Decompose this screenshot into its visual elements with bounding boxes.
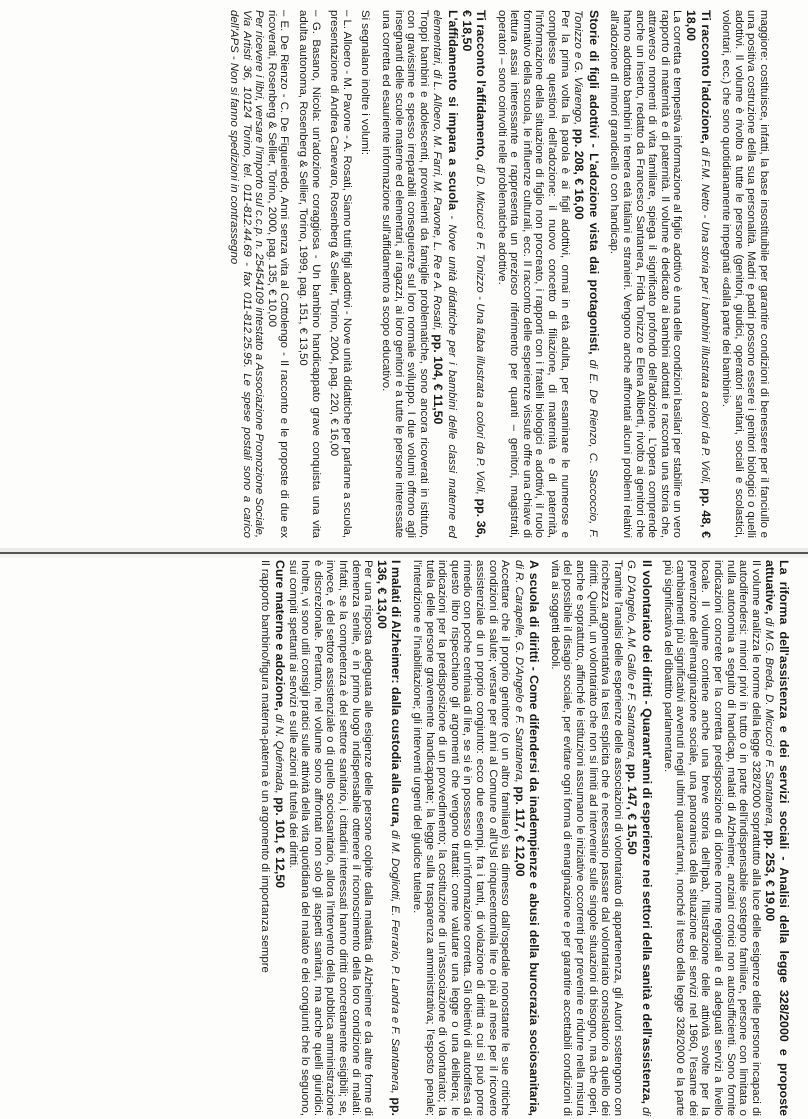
lower-text-column xyxy=(15,560,790,1116)
book-heading: Cure materne e adozione, di N. Quémada, pp. 101, € 12,50 xyxy=(273,560,288,889)
upper-text-column xyxy=(30,10,770,538)
ordering-note: Per ricevere i libri, versare l'importo sul c.c.p. n. 25454109 intestato a Associazione Promozione Sociale, Via Artisti 36, 10124 Torino, tel. 011-812.44.69 - fax 011-812.25.95. Le spese postali sono a carico dell'APS - Non si fanno spedizioni in contrassegno xyxy=(228,10,266,538)
intro-paragraph: maggiore: costituisce, infatti, la base insostituibile per garantire condizioni di benessere per il fanciullo e una positiva costruzione della sua personalità. Madri e padri possono essere i genitori biologici o quelli adottivi. Il volume è rivolto a tutte le persone (genitori, giudici, operatori sanitari, sociali e scolastici, volontari, ecc.) che sono quotidianamente impegnati «dalla parte dei bambini». xyxy=(720,10,770,538)
list-item: – G. Basano, Nicola: un'adozione coraggiosa - Un bambino handicappato grave conquista una vita adulta autonoma, Rosenberg & Sellier, Torino, 1999, pag. 151, € 13,50 xyxy=(297,10,322,538)
other-volumes-label: Si segnalano inoltre i volumi: xyxy=(359,10,372,155)
upper-page xyxy=(0,0,808,548)
book-heading: Ti racconto l'affidamento, di D. Micucci e F. Tonizzo - Una fiaba illustrata a colori da P. Violi, pp. 36, € 18,50 xyxy=(459,10,489,538)
page-fold-line xyxy=(0,552,808,554)
book-description: Accettare che il proprio genitore (o un altro familiare) sia dimesso dall'ospedale nonostante le sue critiche condizioni di salute; versare per anni al Comune o all'Usl cinquecentomila lire o più al mese per il ricovero assistenziale di un proprio congiunto: ecco due esempi, fra i tanti, di violazione di diritti a cui si può porre rimedio con poche centinaia di lire, se si è in possesso di un'informazione corretta. Gli obiettivi di autodifesa di questo libro rispecchiano gli argomenti che vengono trattati: come valutare una legge o una delibera; le indicazioni per la predisposizione di un provvedimento; la costituzione di un'associazione di volontariato; la tutela delle persone gravemente handicappate; la legge sulla trasparenza amministrativa; l'esposto penale; l'interdizione e l'inabilitazione; gli interventi urgenti del giudice tutelare. xyxy=(410,560,512,1116)
book-heading: I malati di Alzheimer: dalla custodia alla cura, di M. Dogliotti, E. Ferrario, P. Landra e F. Santanera, pp. 136, € 13,00 xyxy=(374,560,404,1116)
book-description: Troppi bambini e adolescenti, provenienti da famiglie problematiche, sono ancora ricoverati in istituto, con gravissime e spesso irreparabili conseguenze sul loro normale sviluppo. I due volumi offrono agli insegnanti delle scuole materne ed elementari, ai ragazzi, ai loro genitori e a tutte le persone interessate una corretta ed esauriente informazione sull'affidamento a scopo educativo. xyxy=(379,10,430,538)
lower-page xyxy=(0,556,808,1119)
book-description: Il rapporto bambino/figura materna-paterna è un argomento di importanza sempre xyxy=(259,560,272,973)
book-description: Per una risposta adeguata alle esigenze delle persone colpite dalla malattia di Alzheimer e da altre forme di demenza senile, è in primo luogo indispensabile ottenere il riconoscimento della loro condizione di malati. Infatti, se la competenza è del settore sanitario, i cittadini interessati hanno diritti concretamente esigibili; se, invece, è del settore assistenziale o di quello sociosanitario, allora l'intervento della pubblica amministrazione è discrezionale. Pertanto, nel volume sono affrontati non solo gli aspetti sanitari, ma anche quelli giuridici. Inoltre, vi sono utili consigli pratici sulle attività della vita quotidiana del malato e dei congiunti che lo seguono, sui compiti spettanti ai servizi e sulle azioni di tutela dei diritti. xyxy=(286,560,375,1116)
other-volumes-list xyxy=(265,10,353,538)
book-description: Per la prima volta la parola è ai figli adottivi, ormai in età adulta, per esaminare le numerose e complesse questioni dell'adozione: il nuovo concetto di filiazione, di maternità e di paternità, l'informazione della situazione di figlio non procreato, i rapporti con i fratelli biologici e adottivi, il ruolo formativo della scuola, le influenze culturali, ecc. Il racconto delle esperienze vissute offre una chiave di lettura assai interessante e rappresenta un prezioso riferimento per quanti – genitori, magistrati, operatori – sono coinvolti nelle problematiche adottive. xyxy=(495,10,571,538)
book-description: Tramite l'analisi delle esperienze delle associazioni di volontariato di appartenenza, gli Autori sostengono con ricchezza argomentativa la tesi esplicita che è necessario passare dal volontariato consolatorio a quello dei diritti. Quindi, un volontariato che non si limiti ad intervenire sulle singole situazioni di bisogno, ma che operi, anche e soprattutto, affinché le istituzioni assumano le iniziative occorrenti per prevenire e ridurre nella misura del possibile il disagio sociale, per evitare ogni forma di emarginazione e per garantire accettabili condizioni di vita ai soggetti deboli. xyxy=(548,560,624,1116)
list-item: – L. Alloero - M. Pavone - A. Rosati, Siamo tutti figli adottivi - Nove unità didattiche per parlarne a scuola, presentazione di Andrea Canevaro, Rosenberg & Sellier, Torino, 2004, pag. 220, € 16,00 xyxy=(328,10,353,538)
book-description: La corretta e tempestiva informazione al figlio adottivo è una delle condizioni basilari per stabilire un vero rapporto di maternità e di paternità. Il volume è dedicato ai bambini adottati e racconta una storia che, attraverso momenti di vita familiare, spiega il significato profondo dell'adozione. L'opera comprende anche un inserto, redatto da Francesco Santanera, Frida Tonizzo e Elena Aliberti, rivolto ai genitori che hanno adottato bambini in tenera età italiani e stranieri. Vengono anche affrontati alcuni problemi relativi all'adozione di minori grandicelli o con handicap. xyxy=(608,10,684,538)
book-heading: Il volontariato dei diritti - Quarant'anni di esperienze nei settori della sanità e dell'assistenza, di G. D'Angelo, A.M. Gallo e F. Santanera, pp. 147, € 15,50 xyxy=(625,560,655,1117)
book-heading: L'affidamento si impara a scuola - Nove unità didattiche per i bambini delle classi materne ed elementari, di L. Alloero, M. Farri, M. Pavone, L. Re e A. Rosati, pp. 104, € 11,50 xyxy=(431,10,460,538)
book-description: Il volume analizza le norme della legge 328/2000 soprattutto alla luce delle esigenze delle persone incapaci di autodifendersi: minori privi in tutto o in parte dell'indispensabile sostegno familiare, persone con limitata o nulla autonomia a seguito di handicap, malati di Alzheimer, anziani cronici non autosufficienti. Sono fornite indicazioni concrete per la corretta predisposizione di idonee norme regionali e di adeguati servizi a livello locale. Il volume contiene anche una breve storia dell'Ipab, l'illustrazione delle attività svolte per la prevenzione dell'emarginazione sociale, una panoramica della situazione dei servizi nel 1960, l'esame dei cambiamenti più significativi avvenuti negli ultimi quarant'anni, nonché il testo della legge 328/2000 e la parte più significativa del dibattito parlamentare. xyxy=(661,560,762,1116)
book-heading: La riforma dell'assistenza e dei servizi sociali - Analisi della legge 328/2000 e proposte attuative, di M.G. Breda, D. Micucci e F. Santanera, pp. 253, € 19,00 xyxy=(763,560,791,1116)
book-heading: A scuola di diritti - Come difendersi da inadempienze e abusi della burocrazia sociosanitaria, di R. Carapelle, G. D'Angelo e F. Santanera, pp. 117, € 12,00 xyxy=(512,560,542,1116)
list-item: – E. De Rienzo - C. De Figueiredo, Anni senza vita al Cottolengo - Il racconto e le proposte di due ex ricoverati, Rosenberg & Sellier, Torino, 2000, pag. 135, € 10,00 xyxy=(265,10,291,538)
book-heading: Ti racconto l'adozione, di F.M. Netto - Una storia per i bambini illustrata a colori da P. Violi, pp. 48, € 18,00 xyxy=(684,10,713,538)
book-heading: Storie di figli adottivi - L'adozione vista dai protagonisti, di E. De Rienzo, C. Saccoccio, F. Tonizzo e G. Viarengo, pp. 208, € 16,00 xyxy=(572,10,601,538)
